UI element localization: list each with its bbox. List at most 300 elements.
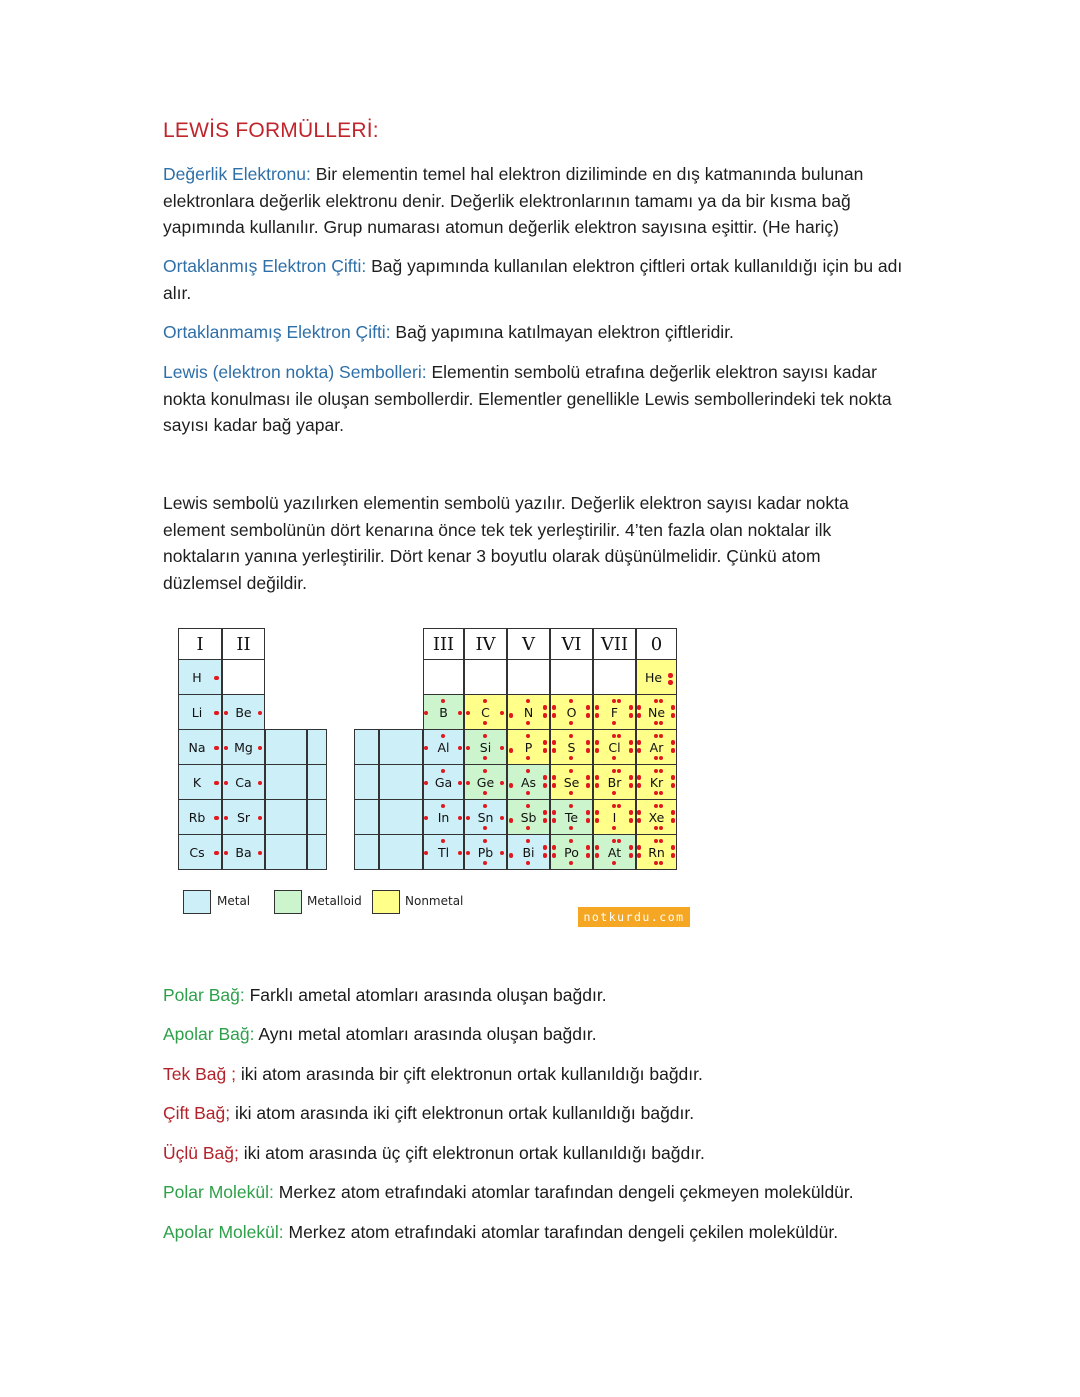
- bond-double: [163, 1101, 694, 1125]
- element-symbol: Pb: [477, 844, 494, 860]
- element-cell: [636, 729, 677, 765]
- electron-dot: [526, 791, 531, 796]
- bond-term: Çift Bağ;: [163, 1103, 231, 1123]
- transition-cell: [307, 834, 327, 870]
- electron-dot: [526, 826, 531, 831]
- element-symbol: Na: [188, 739, 206, 755]
- transition-cell: [265, 764, 307, 800]
- electron-dot: [637, 705, 642, 710]
- electron-dot: [543, 845, 548, 850]
- electron-dot: [552, 783, 557, 788]
- electron-dot: [612, 699, 617, 704]
- transition-cell: [307, 764, 327, 800]
- transition-cell: [354, 799, 379, 835]
- electron-dot: [526, 756, 531, 761]
- element-symbol: Te: [564, 809, 579, 825]
- element-cell: [464, 694, 507, 730]
- electron-dot: [483, 769, 488, 774]
- electron-dot: [441, 699, 446, 704]
- bond-text: iki atom arasında bir çift elektronun ortak kullanıldığı bağdır.: [235, 1064, 703, 1084]
- element-symbol: VI: [561, 633, 582, 655]
- element-cell: [636, 694, 677, 730]
- electron-dot: [458, 711, 463, 716]
- element-symbol: I: [612, 809, 617, 825]
- electron-dot: [637, 740, 642, 745]
- element-cell: [636, 764, 677, 800]
- electron-dot: [617, 734, 622, 739]
- element-symbol: In: [437, 809, 450, 825]
- electron-dot: [224, 781, 229, 786]
- transition-cell: [265, 834, 307, 870]
- element-cell: [178, 799, 222, 835]
- electron-dot: [654, 839, 659, 844]
- element-symbol: Rb: [188, 809, 206, 825]
- electron-dot: [214, 851, 219, 856]
- element-symbol: Si: [479, 739, 492, 755]
- group-header: [222, 628, 265, 660]
- electron-dot: [671, 810, 676, 815]
- element-symbol: Xe: [648, 809, 665, 825]
- element-symbol: Mg: [234, 739, 253, 755]
- element-cell: [222, 764, 265, 800]
- electron-dot: [500, 816, 505, 821]
- element-symbol: Bi: [522, 844, 535, 860]
- electron-dot: [654, 769, 659, 774]
- element-cell: [593, 729, 636, 765]
- electron-dot: [214, 711, 219, 716]
- legend-label: Metalloid: [307, 894, 362, 908]
- electron-dot: [637, 783, 642, 788]
- bond-apolar: [163, 1022, 597, 1046]
- electron-dot: [526, 804, 531, 809]
- electron-dot: [595, 775, 600, 780]
- element-cell: [507, 799, 550, 835]
- electron-dot: [569, 769, 574, 774]
- group-header: [636, 628, 677, 660]
- electron-dot: [441, 769, 446, 774]
- electron-dot: [629, 845, 634, 850]
- electron-dot: [500, 851, 505, 856]
- electron-dot: [659, 804, 664, 809]
- electron-dot: [654, 826, 659, 831]
- lewis-periodic-table: [178, 628, 698, 938]
- electron-dot: [629, 775, 634, 780]
- element-cell: [636, 834, 677, 870]
- electron-dot: [654, 804, 659, 809]
- bond-term: Tek Bağ ;: [163, 1064, 236, 1084]
- bond-text: Merkez atom etrafındaki atomlar tarafından dengeli çekilen moleküldür.: [283, 1222, 839, 1242]
- electron-dot: [612, 839, 617, 844]
- electron-dot: [569, 839, 574, 844]
- electron-dot: [629, 740, 634, 745]
- element-symbol: Cl: [608, 739, 621, 755]
- legend-swatch-metalloid: [274, 890, 302, 914]
- electron-dot: [617, 839, 622, 844]
- element-cell: [178, 694, 222, 730]
- electron-dot: [654, 699, 659, 704]
- electron-dot: [500, 746, 505, 751]
- electron-dot: [214, 746, 219, 751]
- legend-swatch-metal: [183, 890, 211, 914]
- electron-dot: [612, 734, 617, 739]
- electron-dot: [509, 853, 514, 858]
- bond-text: Aynı metal atomları arasında oluşan bağdır.: [254, 1024, 597, 1044]
- element-cell: [593, 799, 636, 835]
- element-symbol: H: [192, 669, 202, 685]
- element-symbol: Rn: [648, 844, 665, 860]
- electron-dot: [224, 711, 229, 716]
- electron-dot: [637, 853, 642, 858]
- electron-dot: [224, 746, 229, 751]
- molecule-apolar: [163, 1220, 838, 1244]
- element-cell: [593, 764, 636, 800]
- electron-dot: [569, 756, 574, 761]
- electron-dot: [458, 851, 463, 856]
- element-cell: [178, 729, 222, 765]
- electron-dot: [258, 711, 263, 716]
- electron-dot: [595, 713, 600, 718]
- electron-dot: [483, 839, 488, 844]
- electron-dot: [595, 853, 600, 858]
- electron-dot: [424, 816, 429, 821]
- electron-dot: [552, 748, 557, 753]
- electron-dot: [629, 783, 634, 788]
- element-cell: [464, 729, 507, 765]
- electron-dot: [569, 791, 574, 796]
- electron-dot: [526, 721, 531, 726]
- electron-dot: [586, 775, 591, 780]
- transition-cell: [379, 729, 423, 765]
- bond-term: Polar Molekül:: [163, 1182, 274, 1202]
- group-header: [464, 628, 507, 660]
- electron-dot: [612, 826, 617, 831]
- electron-dot: [483, 721, 488, 726]
- bond-text: Merkez atom etrafındaki atomlar tarafından dengeli çekmeyen moleküldür.: [273, 1182, 854, 1202]
- electron-dot: [424, 711, 429, 716]
- definition-text: Bağ yapımında kullanılan elektron çiftleri ortak kullanıldığı için bu adı alır.: [163, 256, 903, 303]
- element-symbol: Ge: [476, 774, 495, 790]
- electron-dot: [586, 818, 591, 823]
- electron-dot: [543, 713, 548, 718]
- electron-dot: [654, 756, 659, 761]
- electron-dot: [569, 734, 574, 739]
- electron-dot: [466, 711, 471, 716]
- transition-cell: [379, 764, 423, 800]
- element-cell: [507, 694, 550, 730]
- element-symbol: P: [524, 739, 533, 755]
- electron-dot: [543, 818, 548, 823]
- electron-dot: [526, 734, 531, 739]
- definition-text: Bağ yapımına katılmayan elektron çiftleridir.: [390, 322, 734, 342]
- element-cell: [636, 799, 677, 835]
- definition-valence-electron: [163, 161, 923, 241]
- electron-dot: [586, 810, 591, 815]
- element-cell: [464, 764, 507, 800]
- electron-dot: [569, 721, 574, 726]
- definition-term: Ortaklanmamış Elektron Çifti:: [163, 322, 391, 342]
- electron-dot: [659, 734, 664, 739]
- element-cell: [593, 694, 636, 730]
- page-title: LEWİS FORMÜLLERİ:: [163, 119, 379, 142]
- electron-dot: [671, 748, 676, 753]
- electron-dot: [441, 804, 446, 809]
- bond-text: Farklı ametal atomları arasında oluşan bağdır.: [244, 985, 607, 1005]
- element-symbol: O: [566, 704, 577, 720]
- legend-swatch-nonmetal: [372, 890, 400, 914]
- electron-dot: [543, 783, 548, 788]
- electron-dot: [654, 791, 659, 796]
- electron-dot: [424, 746, 429, 751]
- element-symbol: As: [520, 774, 537, 790]
- electron-dot: [526, 839, 531, 844]
- electron-dot: [659, 861, 664, 866]
- electron-dot: [595, 705, 600, 710]
- electron-dot: [509, 818, 514, 823]
- element-cell: [222, 799, 265, 835]
- electron-dot: [214, 676, 219, 681]
- element-cell: [222, 729, 265, 765]
- electron-dot: [586, 713, 591, 718]
- electron-dot: [586, 748, 591, 753]
- electron-dot: [214, 781, 219, 786]
- electron-dot: [569, 826, 574, 831]
- group-header: [178, 628, 222, 660]
- element-symbol: At: [607, 844, 622, 860]
- electron-dot: [659, 699, 664, 704]
- electron-dot: [654, 721, 659, 726]
- definition-text: Elementin sembolü etrafına değerlik elektron sayısı kadar nokta konulması ile oluşan sembollerdir. Elementler genellikle Lewis sembollerindeki tek nokta sayısı kadar bağ yapar.: [163, 362, 892, 435]
- element-symbol: F: [610, 704, 619, 720]
- bond-triple: [163, 1141, 705, 1165]
- element-symbol: III: [432, 633, 455, 655]
- group-header: [423, 628, 464, 660]
- electron-dot: [629, 853, 634, 858]
- electron-dot: [552, 810, 557, 815]
- empty-cell: [464, 659, 507, 695]
- element-symbol: I: [196, 633, 204, 655]
- transition-cell: [379, 799, 423, 835]
- electron-dot: [617, 699, 622, 704]
- empty-cell: [593, 659, 636, 695]
- empty-cell: [423, 659, 464, 695]
- electron-dot: [637, 810, 642, 815]
- electron-dot: [612, 756, 617, 761]
- electron-dot: [671, 713, 676, 718]
- electron-dot: [617, 769, 622, 774]
- electron-dot: [483, 804, 488, 809]
- electron-dot: [629, 705, 634, 710]
- element-symbol: Kr: [649, 774, 664, 790]
- bond-polar: [163, 983, 607, 1007]
- electron-dot: [441, 734, 446, 739]
- electron-dot: [552, 853, 557, 858]
- electron-dot: [586, 783, 591, 788]
- element-cell: [550, 694, 593, 730]
- transition-cell: [379, 834, 423, 870]
- electron-dot: [258, 816, 263, 821]
- bond-text: iki atom arasında iki çift elektronun ortak kullanıldığı bağdır.: [230, 1103, 695, 1123]
- group-header: [550, 628, 593, 660]
- definition-text: Bir elementin temel hal elektron diziliminde en dış katmanında bulunan elektronlara değerlik elektronu denir. Değerlik elektronlarının tamamı ya da bir kısma bağ yapımında kullanılır. Grup numarası atomun değerlik elektron sayısına eşittir. (He hariç): [163, 164, 864, 237]
- group-header: [593, 628, 636, 660]
- transition-cell: [265, 799, 307, 835]
- electron-dot: [654, 734, 659, 739]
- electron-dot: [612, 861, 617, 866]
- electron-dot: [509, 713, 514, 718]
- electron-dot: [441, 839, 446, 844]
- electron-dot: [637, 845, 642, 850]
- element-cell: [464, 834, 507, 870]
- electron-dot: [543, 748, 548, 753]
- transition-cell: [307, 799, 327, 835]
- electron-dot: [483, 699, 488, 704]
- definition-lone-pair: [163, 319, 923, 346]
- electron-dot: [258, 781, 263, 786]
- electron-dot: [659, 769, 664, 774]
- element-cell: [423, 694, 464, 730]
- definition-shared-pair: [163, 253, 923, 306]
- element-symbol: V: [522, 633, 535, 655]
- element-symbol: Al: [437, 739, 450, 755]
- element-cell: [550, 799, 593, 835]
- element-cell: [593, 834, 636, 870]
- electron-dot: [612, 769, 617, 774]
- electron-dot: [458, 781, 463, 786]
- electron-dot: [466, 746, 471, 751]
- electron-dot: [500, 711, 505, 716]
- electron-dot: [424, 781, 429, 786]
- electron-dot: [500, 781, 505, 786]
- electron-dot: [424, 851, 429, 856]
- electron-dot: [612, 721, 617, 726]
- element-symbol: Ca: [235, 774, 252, 790]
- element-symbol: Ne: [647, 704, 666, 720]
- electron-dot: [671, 783, 676, 788]
- element-cell: [423, 799, 464, 835]
- element-symbol: Se: [563, 774, 580, 790]
- electron-dot: [526, 699, 531, 704]
- electron-dot: [659, 826, 664, 831]
- electron-dot: [659, 756, 664, 761]
- element-symbol: B: [439, 704, 448, 720]
- element-cell: [178, 659, 222, 695]
- electron-dot: [483, 861, 488, 866]
- bond-term: Apolar Bağ:: [163, 1024, 255, 1044]
- transition-cell: [354, 764, 379, 800]
- electron-dot: [629, 810, 634, 815]
- electron-dot: [595, 810, 600, 815]
- electron-dot: [617, 804, 622, 809]
- electron-dot: [509, 748, 514, 753]
- electron-dot: [483, 826, 488, 831]
- empty-cell: [222, 659, 265, 695]
- element-symbol: Be: [235, 704, 252, 720]
- electron-dot: [483, 791, 488, 796]
- element-symbol: Cs: [189, 844, 205, 860]
- electron-dot: [509, 783, 514, 788]
- electron-dot: [659, 839, 664, 844]
- explanation-paragraph: Lewis sembolü yazılırken elementin sembolü yazılır. Değerlik elektron sayısı kadar nokta element sembolünün dört kenarına önce tek tek yerleştirilir. 4’ten fazla olan noktalar ilk noktaların yanına yerleştirilir. Dört kenar 3 boyutlu olarak düşünülmelidir. Çünkü atom düzlemsel değildir.: [163, 493, 849, 593]
- element-symbol: Ga: [434, 774, 453, 790]
- element-cell: [423, 764, 464, 800]
- electron-dot: [466, 781, 471, 786]
- bond-single: [163, 1062, 703, 1086]
- definition-term: Lewis (elektron nokta) Sembolleri:: [163, 362, 427, 382]
- electron-dot: [671, 845, 676, 850]
- electron-dot: [659, 721, 664, 726]
- element-cell: [222, 834, 265, 870]
- bond-term: Polar Bağ:: [163, 985, 245, 1005]
- electron-dot: [543, 740, 548, 745]
- electron-dot: [586, 705, 591, 710]
- element-symbol: N: [523, 704, 534, 720]
- element-cell: [423, 834, 464, 870]
- group-header: [507, 628, 550, 660]
- element-symbol: Tl: [437, 844, 450, 860]
- bond-term: Apolar Molekül:: [163, 1222, 284, 1242]
- electron-dot: [637, 748, 642, 753]
- electron-dot: [671, 853, 676, 858]
- element-cell: [507, 764, 550, 800]
- electron-dot: [612, 791, 617, 796]
- brand-logo: notkurdu.com: [578, 907, 690, 927]
- element-cell: [550, 764, 593, 800]
- electron-dot: [637, 775, 642, 780]
- element-symbol: Po: [564, 844, 579, 860]
- legend-label: Nonmetal: [405, 894, 464, 908]
- element-cell: [550, 834, 593, 870]
- electron-dot: [552, 713, 557, 718]
- definition-lewis-symbols: [163, 359, 915, 439]
- electron-dot: [629, 818, 634, 823]
- element-symbol: 0: [650, 633, 663, 655]
- element-symbol: IV: [475, 633, 496, 655]
- definition-term: Değerlik Elektronu:: [163, 164, 311, 184]
- element-cell: [423, 729, 464, 765]
- electron-dot: [612, 804, 617, 809]
- electron-dot: [258, 746, 263, 751]
- element-symbol: Sr: [236, 809, 251, 825]
- element-symbol: VII: [600, 633, 629, 655]
- electron-dot: [552, 740, 557, 745]
- element-cell: [464, 799, 507, 835]
- electron-dot: [569, 699, 574, 704]
- electron-dot: [466, 851, 471, 856]
- electron-dot: [586, 845, 591, 850]
- electron-dot: [483, 734, 488, 739]
- electron-dot: [595, 818, 600, 823]
- electron-dot: [671, 740, 676, 745]
- electron-dot: [654, 861, 659, 866]
- element-symbol: Sb: [520, 809, 537, 825]
- electron-dot: [483, 756, 488, 761]
- electron-dot: [552, 705, 557, 710]
- element-cell: [222, 694, 265, 730]
- transition-cell: [354, 729, 379, 765]
- electron-dot: [668, 680, 673, 685]
- electron-dot: [458, 816, 463, 821]
- electron-dot: [569, 861, 574, 866]
- electron-dot: [671, 818, 676, 823]
- transition-cell: [354, 834, 379, 870]
- empty-cell: [550, 659, 593, 695]
- electron-dot: [458, 746, 463, 751]
- element-symbol: S: [567, 739, 576, 755]
- electron-dot: [543, 705, 548, 710]
- electron-dot: [637, 818, 642, 823]
- element-symbol: K: [192, 774, 202, 790]
- bond-text: iki atom arasında üç çift elektronun ortak kullanıldığı bağdır.: [238, 1143, 705, 1163]
